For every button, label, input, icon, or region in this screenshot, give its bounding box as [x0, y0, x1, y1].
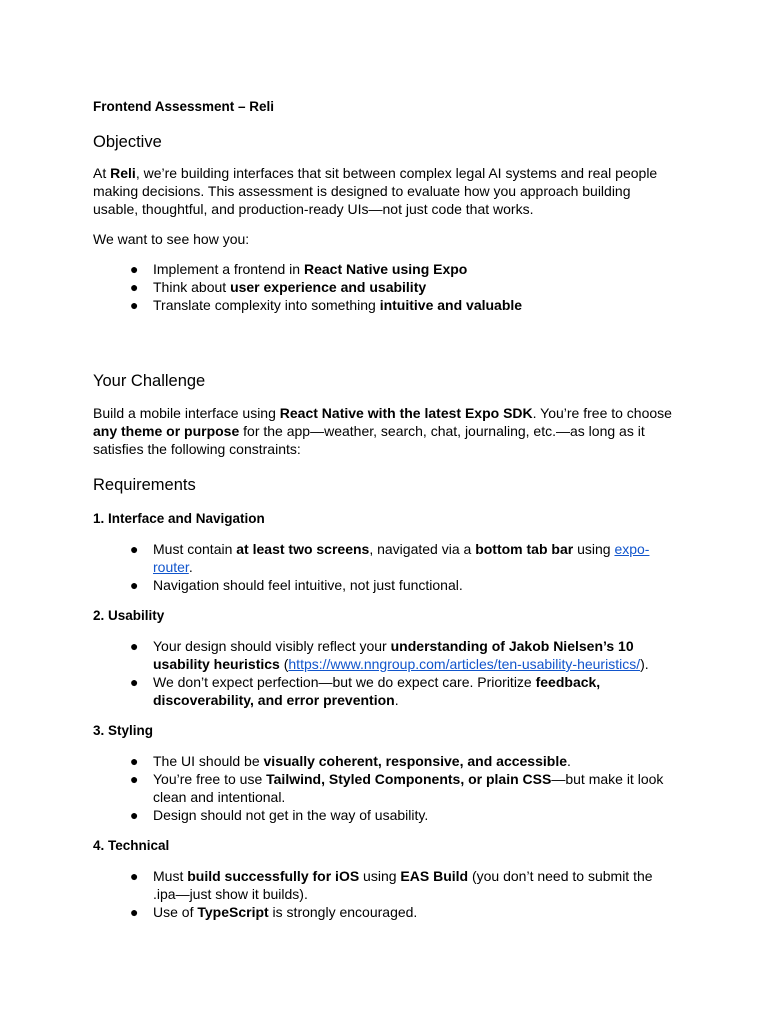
requirement-section-technical	[93, 838, 678, 921]
section-title-interface-navigation: 1. Interface and Navigation	[93, 511, 265, 526]
text-run: (you don’t need to submit the .ipa—just show it builds).	[153, 868, 653, 902]
bullet-dot-icon: ●	[130, 868, 139, 884]
objective-lead-in: We want to see how you:	[93, 231, 250, 247]
bold-text: intuitive and valuable	[379, 297, 523, 313]
text-run: using	[359, 868, 401, 884]
bullet-dot-icon: ●	[130, 904, 139, 920]
text-run: Implement a frontend in	[153, 261, 304, 277]
list-item	[93, 903, 678, 921]
text-run: .	[394, 692, 399, 708]
text-run: We don’t expect perfection—but we do expect care. Prioritize	[153, 674, 536, 690]
bold-text: user experience and usability	[230, 279, 427, 295]
bullet-dot-icon: ●	[130, 674, 139, 690]
requirements-heading: Requirements	[93, 476, 196, 494]
text-run: Your design should visibly reflect your	[153, 638, 391, 654]
text-run: . You’re free to choose	[532, 405, 672, 421]
bold-text: feedback, discoverability, and error prevention	[153, 674, 601, 708]
bold-text: Reli	[110, 165, 136, 181]
document-body	[93, 99, 678, 921]
text-run: Translate complexity into something	[153, 297, 380, 313]
bullet-dot-icon: ●	[130, 279, 139, 295]
list-item	[93, 867, 678, 903]
section-title-technical: 4. Technical	[93, 838, 170, 853]
text-run: Must contain	[153, 541, 237, 557]
bold-text: build successfully for iOS	[187, 868, 360, 884]
list-item	[93, 806, 678, 824]
text-run: , navigated via a	[369, 541, 476, 557]
bold-text: understanding of Jakob Nielsen’s 10 usability heuristics	[153, 638, 634, 672]
objective-intro-paragraph	[93, 164, 678, 218]
bold-text: visually coherent, responsive, and accessible	[263, 753, 567, 769]
document-title: Frontend Assessment – Reli	[93, 99, 275, 114]
requirement-section-usability	[93, 608, 678, 709]
list-item	[93, 752, 678, 770]
technical-bullet-list	[93, 867, 678, 921]
bold-text: any theme or purpose	[93, 423, 240, 439]
text-run: Design should not get in the way of usability.	[153, 807, 429, 823]
requirement-section-interface	[93, 511, 678, 594]
objective-bullet-list	[93, 260, 678, 314]
text-run: is strongly encouraged.	[268, 904, 418, 920]
interface-bullet-list	[93, 540, 678, 594]
text-run: ).	[640, 656, 649, 672]
list-item	[93, 637, 678, 673]
text-run: —but make it look clean and intentional.	[153, 771, 664, 805]
bold-text: React Native with the latest Expo SDK	[279, 405, 533, 421]
requirement-section-styling	[93, 723, 678, 824]
text-run: Think about	[153, 279, 231, 295]
text-run: At	[93, 165, 111, 181]
section-title-usability: 2. Usability	[93, 608, 165, 623]
bullet-dot-icon: ●	[130, 771, 139, 787]
bold-text: bottom tab bar	[475, 541, 574, 557]
bullet-dot-icon: ●	[130, 261, 139, 277]
text-run: .	[188, 559, 193, 575]
bullet-dot-icon: ●	[130, 807, 139, 823]
text-run: Must	[153, 868, 188, 884]
usability-bullet-list	[93, 637, 678, 709]
bold-text: React Native using Expo	[303, 261, 468, 277]
bullet-dot-icon: ●	[130, 541, 139, 557]
bold-text: TypeScript	[197, 904, 269, 920]
list-item	[93, 540, 678, 576]
list-item	[93, 278, 678, 296]
list-item	[93, 673, 678, 709]
text-run: using	[573, 541, 615, 557]
objective-heading: Objective	[93, 133, 162, 151]
bullet-dot-icon: ●	[130, 638, 139, 654]
text-run: Build a mobile interface using	[93, 405, 280, 421]
text-run: for the app—weather, search, chat, journaling, etc.—as long as it satisfies the following constraints:	[93, 423, 645, 457]
list-item	[93, 770, 678, 806]
bold-text: EAS Build	[400, 868, 469, 884]
hyperlink[interactable]: https://www.nngroup.com/articles/ten-usability-heuristics/	[288, 656, 641, 672]
styling-bullet-list	[93, 752, 678, 824]
challenge-heading: Your Challenge	[93, 372, 206, 390]
text-run: Use of	[153, 904, 198, 920]
section-title-styling: 3. Styling	[93, 723, 154, 738]
bullet-dot-icon: ●	[130, 753, 139, 769]
text-run: , we’re building interfaces that sit between complex legal AI systems and real people making decisions. This assessment is designed to evaluate how you approach building usable, thoughtful, and production-ready UIs—not just code that works.	[93, 165, 658, 217]
text-run: .	[567, 753, 571, 769]
text-run: (	[279, 656, 289, 672]
bold-text: Tailwind, Styled Components, or plain CSS	[266, 771, 552, 787]
text-run: The UI should be	[153, 753, 264, 769]
challenge-paragraph	[93, 404, 678, 458]
bullet-dot-icon: ●	[130, 297, 139, 313]
hyperlink[interactable]: expo-router	[153, 541, 650, 575]
list-item	[93, 576, 678, 594]
text-run: Navigation should feel intuitive, not just functional.	[153, 577, 463, 593]
list-item	[93, 296, 678, 314]
list-item	[93, 260, 678, 278]
bold-text: at least two screens	[236, 541, 370, 557]
bullet-dot-icon: ●	[130, 577, 139, 593]
text-run: You’re free to use	[153, 771, 267, 787]
